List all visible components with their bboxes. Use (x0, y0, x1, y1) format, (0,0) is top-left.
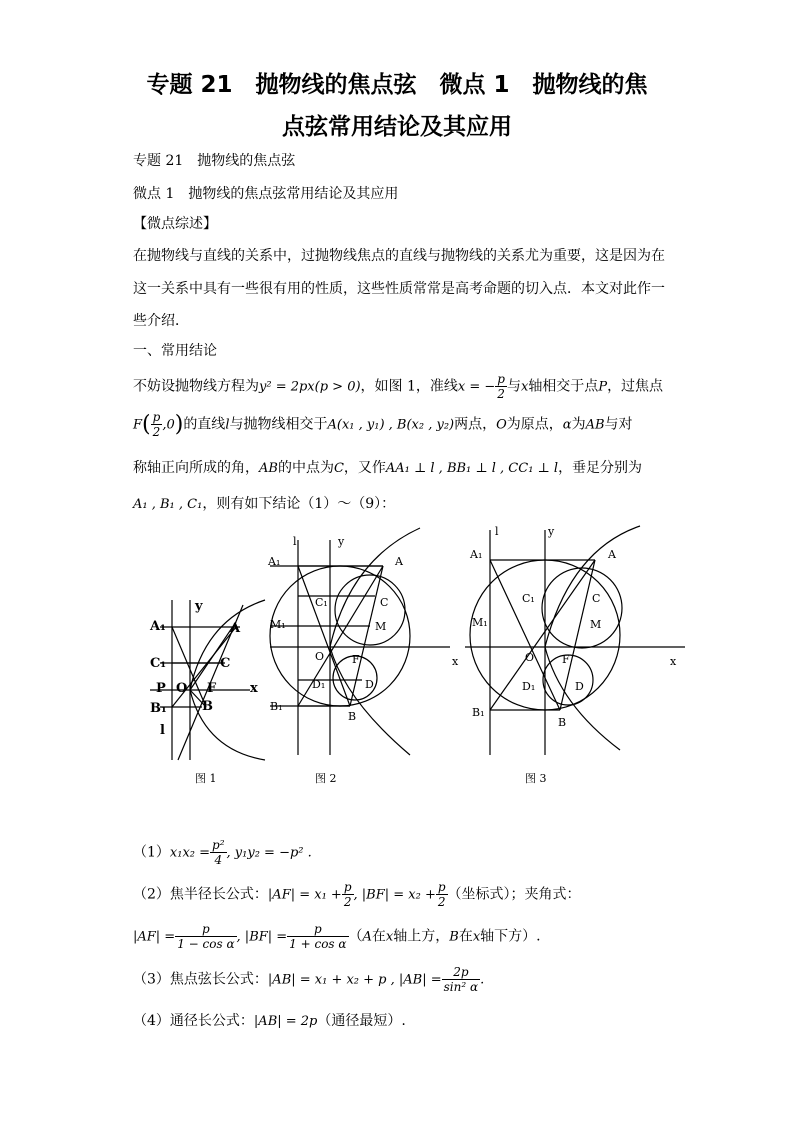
result-1: （1）x₁x₂ = $\frac{\text{p²}}{4}$ , y₁y₂ = −p² . (133, 838, 312, 867)
result-3: （3）焦点弦长公式：|AB| = x₁ + x₂ + p , |AB| = $\frac{2p}{\text{sin² α}}$ . (133, 965, 485, 994)
setup-line-4: A₁ , B₁ , C₁，则有如下结论（1）～（9）： (133, 496, 396, 512)
setup-line-1: 不妨设抛物线方程为y² = 2px(p > 0)，如图 1，准线x = − $\frac{p}{2}$ 与x轴相交于点P，过焦点 (133, 372, 664, 401)
fig1-label-B: B (202, 699, 213, 714)
fig2-label-C1: C₁ (315, 596, 328, 609)
fig2-label-F: F (352, 653, 360, 666)
fig2-label-A1: A₁ (268, 555, 281, 568)
fig1-label-B1: B₁ (150, 701, 167, 716)
fig2-label-D1: D₁ (312, 678, 326, 691)
fig2-caption: 图 2 (315, 772, 337, 785)
fig3-label-M: M (590, 618, 602, 631)
title-line-1: 专题 21 抛物线的焦点弦 微点 1 抛物线的焦 (146, 72, 648, 98)
section-conclusions-heading: 一、常用结论 (133, 343, 217, 359)
fig3-label-x: x (670, 655, 677, 668)
fig2-label-l: l (293, 535, 297, 548)
fig3-label-C: C (592, 592, 601, 605)
figure-3 (465, 526, 685, 755)
fig2-label-O: O (315, 650, 325, 663)
title-line-2: 点弦常用结论及其应用 (282, 114, 512, 140)
fig3-caption: 图 3 (525, 772, 547, 785)
result-4: （4）通径长公式：|AB| = 2p（通径最短）. (133, 1013, 406, 1029)
fig3-label-O: O (525, 651, 535, 664)
fig3-label-B: B (558, 716, 567, 729)
fig3-label-D1: D₁ (522, 680, 536, 693)
overview-line-1: 在抛物线与直线的关系中，过抛物线焦点的直线与抛物线的关系尤为重要，这是因为在 (133, 248, 665, 264)
overview-line-3: 些介绍． (133, 313, 189, 329)
fig2-label-C: C (380, 596, 389, 609)
fig3-label-y: y (548, 525, 555, 538)
fig1-label-A1: A₁ (150, 619, 166, 634)
fig2-label-A: A (395, 555, 403, 568)
fig1-label-C1: C₁ (150, 656, 167, 671)
fig1-label-y: y (195, 599, 203, 614)
figure-1 (150, 600, 265, 760)
fig3-label-A: A (608, 548, 616, 561)
fig1-label-O: O (176, 681, 188, 696)
fig2-label-D: D (365, 678, 374, 691)
fig2-label-y: y (338, 535, 345, 548)
subheading-point: 微点 1 抛物线的焦点弦常用结论及其应用 (133, 186, 399, 202)
fig2-label-B: B (348, 710, 357, 723)
fig1-label-P: P (156, 681, 166, 696)
result-2-angle: |AF| = $\frac{p}{\text{1 − cos α}}$ , |BF| = $\frac{p}{\text{1 + cos α}}$ （A在x轴上方，B在x轴下方）. (133, 922, 541, 951)
figures-panel (140, 520, 700, 790)
fig3-label-B1: B₁ (472, 706, 485, 719)
fig3-label-D: D (575, 680, 584, 693)
setup-line-2: F( $\frac{p}{2}$ ,0)的直线l与抛物线相交于A(x₁ , y₁) , B(x₂ , y₂)两点，O为原点，α为AB与对 (133, 410, 633, 439)
fig2-label-M: M (375, 620, 387, 633)
result-2: （2）焦半径长公式：|AF| = x₁ + $\frac{p}{2}$ , |BF| = x₂ + $\frac{p}{2}$ （坐标式）；夹角式： (133, 880, 581, 909)
setup-line-3: 称轴正向所成的角，AB的中点为C，又作AA₁ ⊥ l , BB₁ ⊥ l , CC₁ ⊥ l，垂足分别为 (133, 460, 643, 476)
fig2-label-x: x (452, 655, 459, 668)
fig1-label-x: x (250, 681, 258, 696)
fig1-caption: 图 1 (195, 772, 217, 785)
figure-2 (270, 528, 450, 755)
fig1-label-A: A (230, 621, 241, 636)
fig1-label-l: l (160, 723, 165, 738)
fig1-label-F: F (207, 681, 217, 696)
section-overview-heading: 【微点综述】 (133, 216, 217, 232)
subheading-topic: 专题 21 抛物线的焦点弦 (133, 153, 296, 169)
fig3-label-M1: M₁ (472, 616, 488, 629)
fig2-label-M1: M₁ (270, 618, 286, 631)
fig3-label-F: F (562, 653, 570, 666)
fig2-label-B1: B₁ (270, 700, 283, 713)
fig3-label-l: l (495, 525, 499, 538)
fig1-label-C: C (220, 656, 231, 671)
overview-line-2: 这一关系中具有一些很有用的性质，这些性质常常是高考命题的切入点．本文对此作一 (133, 281, 665, 297)
fig3-label-C1: C₁ (522, 592, 535, 605)
fig3-label-A1: A₁ (470, 548, 483, 561)
